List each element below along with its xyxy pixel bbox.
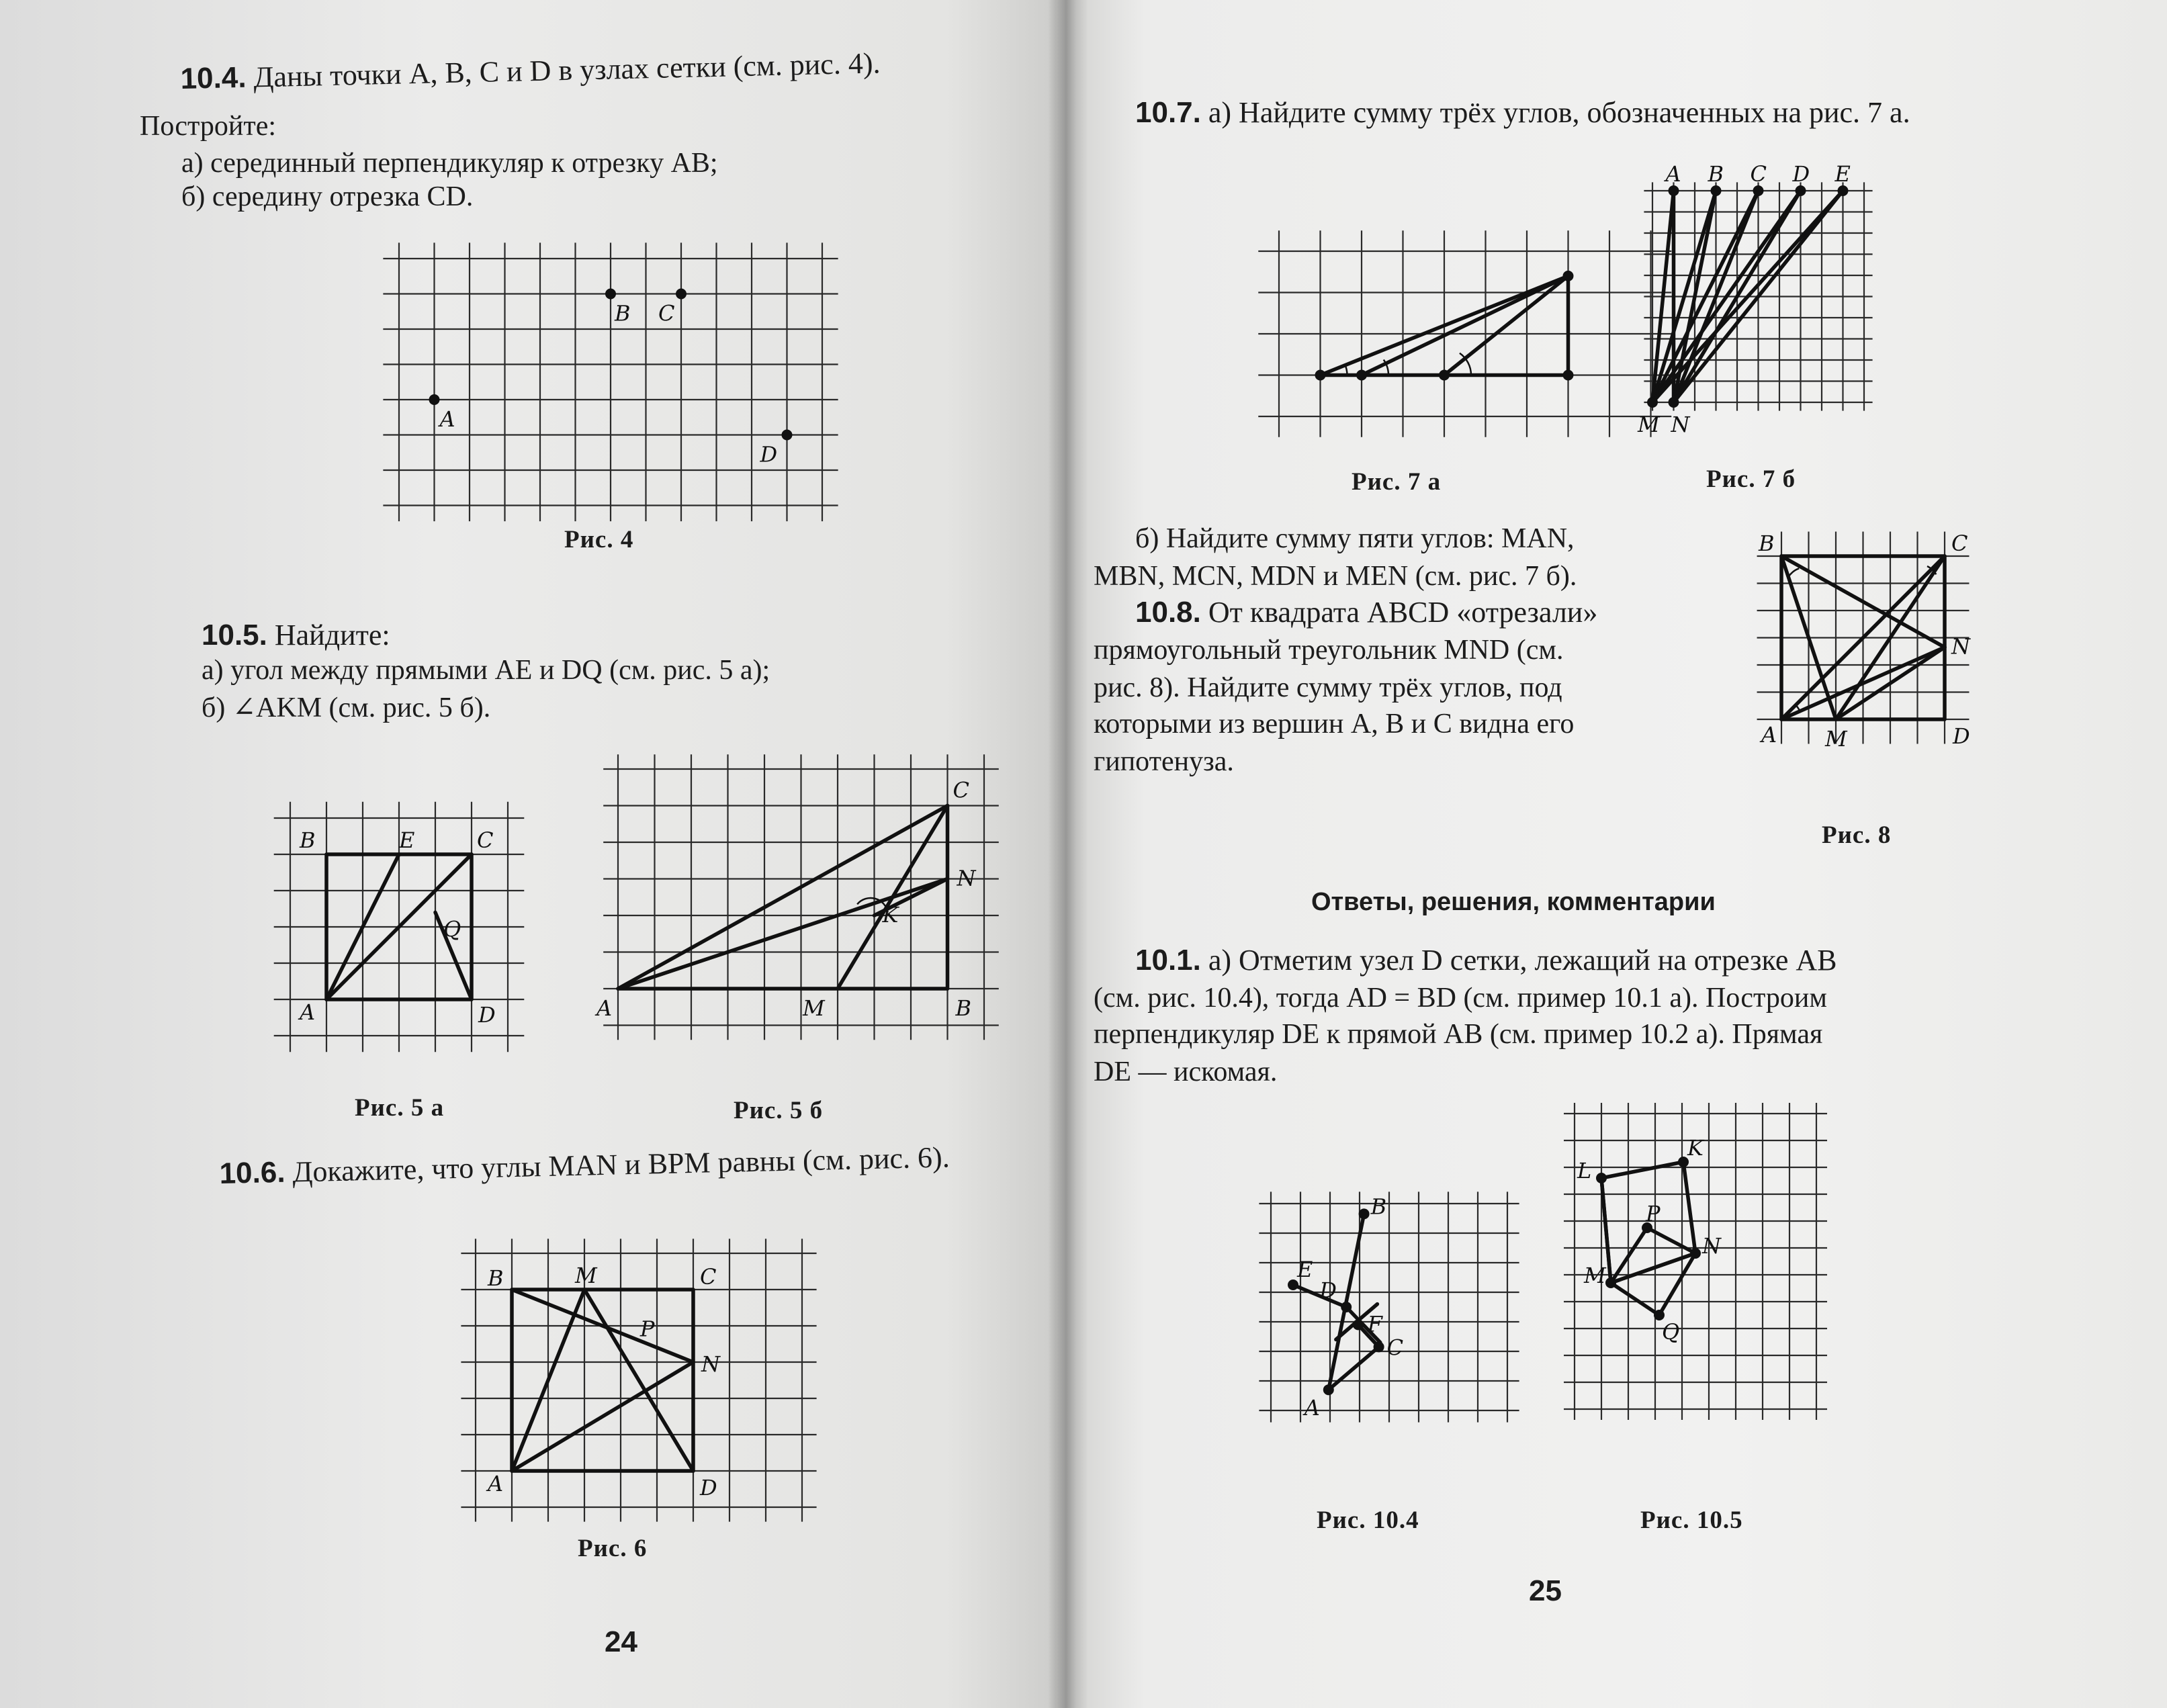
figure-10-4-caption: Рис. 10.4 xyxy=(1317,1507,1419,1534)
figure-7b-grid-label: C xyxy=(1750,161,1767,187)
figure-7a-grid-point xyxy=(1563,370,1574,381)
point-c xyxy=(676,289,687,300)
figure-8-grid-label: M xyxy=(1825,726,1847,752)
figure-10-5-grid-point xyxy=(1690,1248,1701,1259)
figure-5a-grid xyxy=(274,802,525,1052)
figure-5a-grid-label: B xyxy=(300,827,316,853)
figure-10-4-grid-label: D xyxy=(1319,1277,1337,1303)
figure-5a-caption: Рис. 5 а xyxy=(355,1094,445,1122)
figure-7b-caption: Рис. 7 б xyxy=(1706,465,1796,493)
figure-7a-caption: Рис. 7 а xyxy=(1352,468,1442,496)
figure-10-4-grid xyxy=(1259,1192,1519,1422)
page-number-left: 24 xyxy=(605,1625,637,1658)
figure-5b-grid-label: A xyxy=(596,995,613,1021)
figure-8-grid-label: B xyxy=(1759,531,1775,556)
figure-7b-grid-label: E xyxy=(1834,161,1851,187)
problem-10-4-text: Даны точки A, B, C и D в узлах сетки (см. рис. 4). xyxy=(245,46,881,94)
problem-10-8-text: От квадрата ABCD «отрезали» xyxy=(1200,596,1598,629)
figure-8-grid-label: D xyxy=(1953,723,1970,749)
point-a xyxy=(429,394,440,405)
figure-10-4-grid-point xyxy=(1341,1302,1352,1312)
figure-5b-grid-label: B xyxy=(955,995,972,1021)
problem-10-8-line5: гипотенуза. xyxy=(1094,746,1234,777)
label-d: D xyxy=(760,441,778,467)
problem-10-7-item-b-line1: б) Найдите сумму пяти углов: MAN, xyxy=(1135,523,1575,554)
problem-10-8-line2: прямоугольный треугольник MND (см. xyxy=(1094,635,1564,666)
problem-10-7-item-b-line2: MBN, MCN, MDN и MEN (см. рис. 7 б). xyxy=(1094,561,1577,592)
figure-10-5-grid xyxy=(1564,1103,1827,1420)
figure-10-4-grid-label: E xyxy=(1297,1257,1313,1282)
figure-8-grid-label: C xyxy=(1951,531,1968,556)
figure-6-grid-label: B xyxy=(488,1265,504,1291)
figure-10-4-grid-label: F xyxy=(1367,1311,1383,1337)
figure-8-caption: Рис. 8 xyxy=(1822,821,1892,849)
figure-7b-grid-label: M xyxy=(1638,412,1660,437)
figure-10-4-grid-label: A xyxy=(1304,1395,1320,1421)
point-d xyxy=(782,430,793,441)
figure-5a-grid-label: A xyxy=(300,999,316,1025)
figure-7b-grid-point xyxy=(1711,185,1722,196)
figure-7b-grid-label: A xyxy=(1665,161,1681,187)
point-b xyxy=(605,289,616,300)
figure-6-grid-label: D xyxy=(700,1475,717,1500)
figure-10-5-grid-label: K xyxy=(1687,1135,1704,1161)
answer-10-1-text: а) Отметим узел D сетки, лежащий на отрезке AB xyxy=(1200,944,1837,977)
label-b: B xyxy=(615,300,631,326)
problem-10-5-number: 10.5. xyxy=(202,619,267,651)
problem-10-4-number: 10.4. xyxy=(180,60,247,95)
figure-10-5-grid-point xyxy=(1596,1173,1607,1183)
figure-5b-caption: Рис. 5 б xyxy=(734,1097,824,1124)
figure-7b-grid xyxy=(1637,161,1873,437)
figure-4-caption: Рис. 4 xyxy=(564,526,634,553)
answer-10-1-line3: перпендикуляр DE к прямой AB (см. пример 10.2 а). Прямая xyxy=(1094,1019,1823,1050)
figure-7b-grid-point xyxy=(1647,397,1658,408)
problem-10-4-item-a: а) серединный перпендикуляр к отрезку AB; xyxy=(181,148,718,179)
figure-7a-grid-point xyxy=(1563,271,1574,281)
figure-6-grid xyxy=(461,1239,816,1521)
figure-5b-grid-label: K xyxy=(882,902,899,928)
figure-6-grid-label: P xyxy=(639,1316,655,1342)
figure-7b-grid-point xyxy=(1669,397,1679,408)
figure-5b-grid-label: C xyxy=(953,777,969,803)
segment-md xyxy=(584,1290,693,1471)
problem-10-4-line2: Постройте: xyxy=(140,111,277,142)
figure-7b-grid-point xyxy=(1753,185,1764,196)
figure-10-5-grid-label: Q xyxy=(1662,1319,1680,1345)
figure-7a-grid xyxy=(1258,230,1671,437)
problem-10-7-number: 10.7. xyxy=(1135,96,1201,129)
segment-mc xyxy=(838,806,948,989)
figure-10-4-grid-point xyxy=(1374,1341,1384,1352)
figure-10-4-grid-label: C xyxy=(1386,1335,1404,1361)
figure-7b-grid-point xyxy=(1669,185,1679,196)
problem-10-8-line4: которыми из вершин A, B и C видна его xyxy=(1094,709,1575,739)
figure-7b-grid-label: D xyxy=(1792,161,1810,187)
figure-10-5-grid-label: L xyxy=(1577,1158,1592,1183)
figure-5a-grid-label: C xyxy=(477,827,494,853)
answer-10-1-line2: (см. рис. 10.4), тогда AD = BD (см. пример 10.1 а). Построим xyxy=(1094,983,1827,1014)
figure-8-grid-label: A xyxy=(1761,722,1777,748)
figure-10-4-grid-point xyxy=(1353,1319,1364,1330)
figure-6-grid-label: A xyxy=(488,1471,504,1496)
figure-7a-grid-point xyxy=(1315,370,1326,381)
figure-7a-grid-point xyxy=(1356,370,1367,381)
figure-10-5-grid-label: N xyxy=(1702,1233,1721,1259)
problem-10-5-text: Найдите: xyxy=(267,619,390,651)
figure-5b-grid-label: N xyxy=(957,865,976,891)
figure-7b-grid-point xyxy=(1838,185,1849,196)
figure-10-4-grid-point xyxy=(1359,1208,1370,1219)
figure-10-5-caption: Рис. 10.5 xyxy=(1640,1507,1743,1534)
figure-10-5-grid-label: P xyxy=(1646,1201,1661,1226)
figure-10-4-grid-point xyxy=(1323,1384,1334,1395)
figure-7b-grid-label: N xyxy=(1671,412,1690,437)
figure-5b-grid xyxy=(594,754,999,1040)
problem-10-5-item-a: а) угол между прямыми AE и DQ (см. рис. 5 а); xyxy=(202,655,770,686)
figure-5a-grid-label: E xyxy=(399,827,415,853)
problem-10-8-line3: рис. 8). Найдите сумму трёх углов, под xyxy=(1094,672,1562,703)
problem-10-6-text: Докажите, что углы MAN и BPM равны (см. рис. 6). xyxy=(284,1140,950,1189)
figure-5a-grid-label: Q xyxy=(443,916,461,942)
figure-6-grid-label: C xyxy=(700,1264,717,1290)
problem-10-8-number: 10.8. xyxy=(1135,596,1201,629)
figure-4-grid xyxy=(383,242,838,521)
figure-10-5-grid-point xyxy=(1605,1277,1616,1288)
answers-heading: Ответы, решения, комментарии xyxy=(1311,888,1716,916)
figure-8-grid-label: N xyxy=(1951,633,1970,660)
figure-6-caption: Рис. 6 xyxy=(578,1535,648,1562)
figure-5b-grid-label: M xyxy=(803,995,825,1021)
segment-an xyxy=(512,1362,693,1471)
answer-10-1-line4: DE — искомая. xyxy=(1094,1057,1278,1087)
problem-10-6-number: 10.6. xyxy=(219,1155,286,1190)
figure-6-grid-label: N xyxy=(701,1351,720,1377)
figure-10-5-grid-label: M xyxy=(1584,1263,1606,1288)
label-c: C xyxy=(658,300,675,326)
figure-7a-grid-point xyxy=(1439,370,1450,381)
figure-8-grid-angle-arc xyxy=(1789,568,1799,576)
answer-10-1-number: 10.1. xyxy=(1135,944,1201,977)
figure-7b-grid-point xyxy=(1796,185,1806,196)
figure-10-4-grid-label: B xyxy=(1370,1194,1387,1220)
figure-5a-grid-label: D xyxy=(478,1002,496,1028)
problem-10-4-item-b: б) середину отрезка CD. xyxy=(181,181,474,212)
problem-10-7-text: а) Найдите сумму трёх углов, обозначенных на рис. 7 а. xyxy=(1200,96,1910,129)
problem-10-5-item-b: б) ∠AKM (см. рис. 5 б). xyxy=(202,692,491,723)
figure-6-grid-label: M xyxy=(575,1263,597,1288)
label-a: A xyxy=(439,406,455,432)
figure-8-grid xyxy=(1757,531,1971,752)
page-number-right: 25 xyxy=(1529,1574,1562,1607)
figure-7b-grid-label: B xyxy=(1708,161,1724,187)
